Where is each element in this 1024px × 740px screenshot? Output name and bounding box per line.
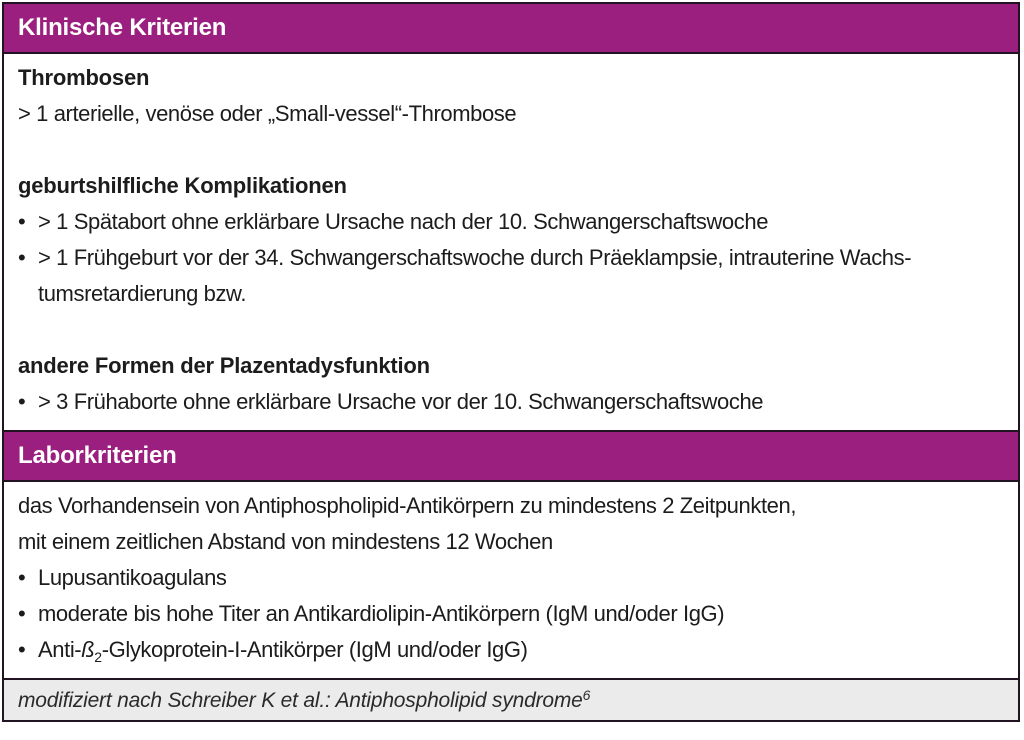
lab-bullet-1: Lupusantikoagulans	[38, 565, 227, 590]
clinical-section	[4, 54, 1018, 430]
lab-bullet-3	[38, 632, 1004, 668]
beta-glyph: ß	[81, 637, 95, 662]
obstetric-heading: geburtshilfliche Komplikationen	[18, 173, 347, 198]
list-item	[18, 560, 1004, 596]
source-citation: modifiziert nach Schreiber K et al.: Antiphospholipid syndrome	[18, 689, 583, 712]
bullet-icon: •	[18, 209, 26, 234]
thrombosis-heading: Thrombosen	[18, 65, 150, 90]
list-item	[18, 632, 1004, 668]
obstetric-bullet-2-line2: tumsretardierung bzw.	[38, 281, 247, 306]
bullet-icon: •	[18, 637, 26, 662]
bullet-icon: •	[18, 389, 26, 414]
lab-bullet-3-subscript: 2	[94, 649, 102, 665]
bullet-icon: •	[18, 245, 26, 270]
section-header-clinical	[4, 4, 1018, 54]
section-header-clinical-label: Klinische Kriterien	[18, 14, 227, 41]
list-item	[18, 240, 1004, 312]
placenta-bullet-1: > 3 Frühaborte ohne erklärbare Ursache vor der 10. Schwangerschaftswoche	[38, 389, 764, 414]
lab-bullet-2: moderate bis hohe Titer an Antikardiolipin-Antikörpern (IgM und/oder IgG)	[38, 601, 725, 626]
obstetric-bullet-2-line1: > 1 Frühgeburt vor der 34. Schwangerschaftswoche durch Präeklampsie, intrauterine Wachs-	[38, 245, 912, 270]
list-item	[18, 596, 1004, 632]
spacer	[18, 312, 1004, 348]
list-item	[18, 384, 1004, 420]
lab-bullet-3-post: -Glykoprotein-I-Antikörper (IgM und/oder IgG)	[101, 637, 528, 662]
lab-section	[4, 482, 1018, 678]
lab-intro-line2: mit einem zeitlichen Abstand von mindestens 12 Wochen	[18, 529, 553, 554]
obstetric-bullet-2	[38, 240, 1004, 312]
obstetric-bullet-1: > 1 Spätabort ohne erklärbare Ursache nach der 10. Schwangerschaftswoche	[38, 209, 769, 234]
bullet-icon: •	[18, 565, 26, 590]
section-header-lab	[4, 430, 1018, 482]
source-footer	[4, 678, 1018, 720]
lab-bullet-3-pre: Anti-	[38, 637, 82, 662]
placenta-heading: andere Formen der Plazentadysfunktion	[18, 353, 430, 378]
bullet-icon: •	[18, 601, 26, 626]
criteria-table	[2, 2, 1020, 722]
lab-intro-line1: das Vorhandensein von Antiphospholipid-Antikörpern zu mindestens 2 Zeitpunkten,	[18, 493, 797, 518]
section-header-lab-label: Laborkriterien	[18, 442, 177, 469]
reference-number: 6	[582, 687, 591, 703]
list-item	[18, 204, 1004, 240]
spacer	[18, 132, 1004, 168]
thrombosis-text: > 1 arterielle, venöse oder „Small-vessel“-Thrombose	[18, 101, 517, 126]
